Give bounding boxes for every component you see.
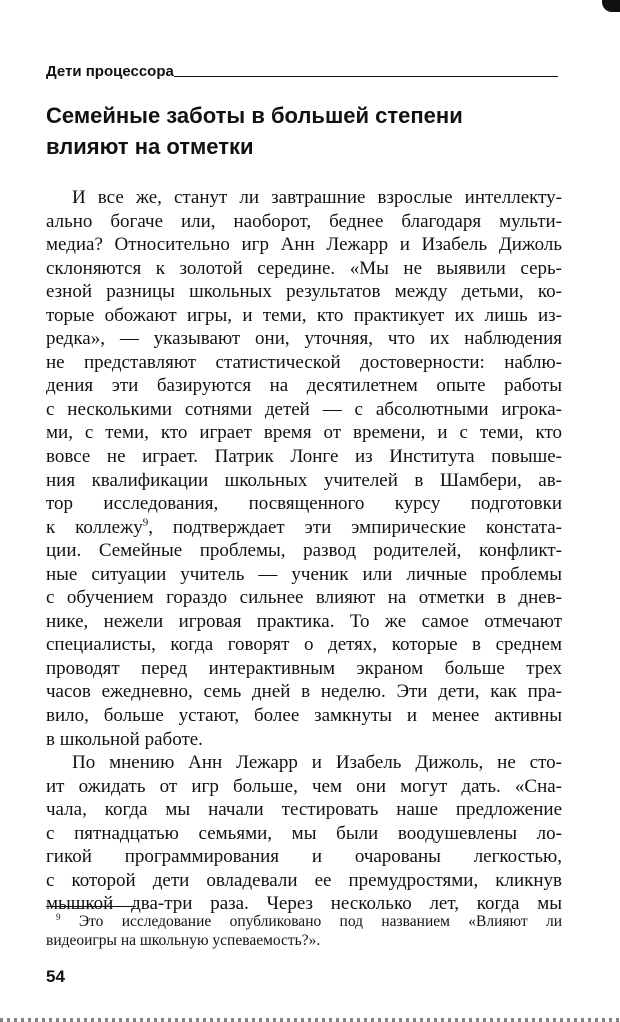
text-line: ми, с теми, кто играет время от времени, и с теми, кто bbox=[46, 422, 562, 444]
text-line: часов ежедневно, семь дней в неделю. Эти дети, как пра- bbox=[46, 681, 562, 703]
text-line: нике, нежели игровая практика. То же самое отмечают bbox=[46, 610, 562, 632]
chapter-title bbox=[46, 100, 566, 162]
text-line: И все же, станут ли завтрашние взрослые интеллекту- bbox=[72, 187, 562, 208]
text-line: ит ожидать от игр больше, чем они могут дать. «Сна- bbox=[46, 775, 562, 797]
text-line: с пятнадцатью семьями, мы были воодушевлены ло- bbox=[46, 822, 562, 844]
footnote-marker: 9 bbox=[56, 911, 61, 922]
text-line: гикой программирования и очарованы легкостью, bbox=[46, 846, 562, 868]
chapter-title-line: влияют на отметки bbox=[46, 134, 254, 159]
footnote-reference: 9 bbox=[142, 516, 149, 529]
footnote bbox=[46, 912, 562, 950]
footnote-line: видеоигры на школьную успеваемость?». bbox=[46, 932, 321, 949]
text-line: вило, больше устают, более замкнуты и менее активны bbox=[46, 705, 562, 727]
text-line: ции. Семейные проблемы, развод родителей, конфликт- bbox=[46, 540, 562, 562]
text-line: мышкой два-три раза. Через несколько лет, когда мы bbox=[46, 893, 562, 915]
text-line: ния квалификации школьных учителей в Шамбери, ав- bbox=[46, 469, 562, 491]
text-line: езной разницы школьных результатов между детьми, ко- bbox=[46, 281, 562, 303]
text-line: ные ситуации учитель — ученик или личные проблемы bbox=[46, 563, 562, 585]
body-text bbox=[46, 186, 562, 916]
chapter-title-line: Семейные заботы в большей степени bbox=[46, 103, 463, 128]
text-line: в школьной работе. bbox=[46, 728, 203, 750]
text-line: тор исследования, посвященного курсу подготовки bbox=[46, 493, 562, 515]
running-head-title: Дети процессора bbox=[46, 63, 174, 80]
text-line: чала, когда мы начали тестировать наше предложение bbox=[46, 799, 562, 821]
page-number: 54 bbox=[46, 967, 65, 986]
text-line: специалисты, когда говорят о детях, которые в среднем bbox=[46, 634, 562, 656]
running-head bbox=[46, 62, 558, 82]
scan-corner-mark bbox=[602, 0, 620, 12]
text-fragment: , подтверждает эти эмпирические констата- bbox=[148, 516, 562, 538]
text-line: редка», — указывают они, уточняя, что их наблюдения bbox=[46, 328, 562, 350]
running-head-rule bbox=[174, 76, 558, 77]
text-line: вовсе не играет. Патрик Лонге из Института повыше- bbox=[46, 446, 562, 468]
text-line: с несколькими сотнями детей — с абсолютными игрока- bbox=[46, 398, 562, 420]
text-line: проводят перед интерактивным экраном больше трех bbox=[46, 657, 562, 679]
footnote-separator bbox=[46, 906, 136, 907]
text-line: По мнению Анн Лежарр и Изабель Дижоль, не сто- bbox=[72, 752, 562, 774]
text-line-with-footnote bbox=[46, 516, 562, 540]
text-line: с обучением гораздо сильнее влияют на отметки в днев- bbox=[46, 587, 562, 609]
text-fragment: к коллежу bbox=[46, 516, 143, 538]
text-line: медиа? Относительно игр Анн Лежарр и Изабель Дижоль bbox=[46, 234, 562, 256]
text-line: торые обожают игры, и теми, кто практикует их лишь из- bbox=[46, 304, 562, 326]
scan-edge-artifact bbox=[0, 1018, 620, 1022]
text-line: склоняются к золотой середине. «Мы не выявили серь- bbox=[46, 257, 562, 279]
text-line: не представляют статистической достоверности: наблю- bbox=[46, 351, 562, 373]
text-line: с которой дети овладевали ее премудростями, кликнув bbox=[46, 869, 562, 891]
footnote-text: Это исследование опубликовано под названием «Влияют ли bbox=[60, 913, 562, 930]
text-line: ально богаче или, наоборот, беднее благодаря мульти- bbox=[46, 210, 562, 232]
footnote-line bbox=[46, 912, 562, 931]
text-line: дения эти базируются на десятилетнем опыте работы bbox=[46, 375, 562, 397]
